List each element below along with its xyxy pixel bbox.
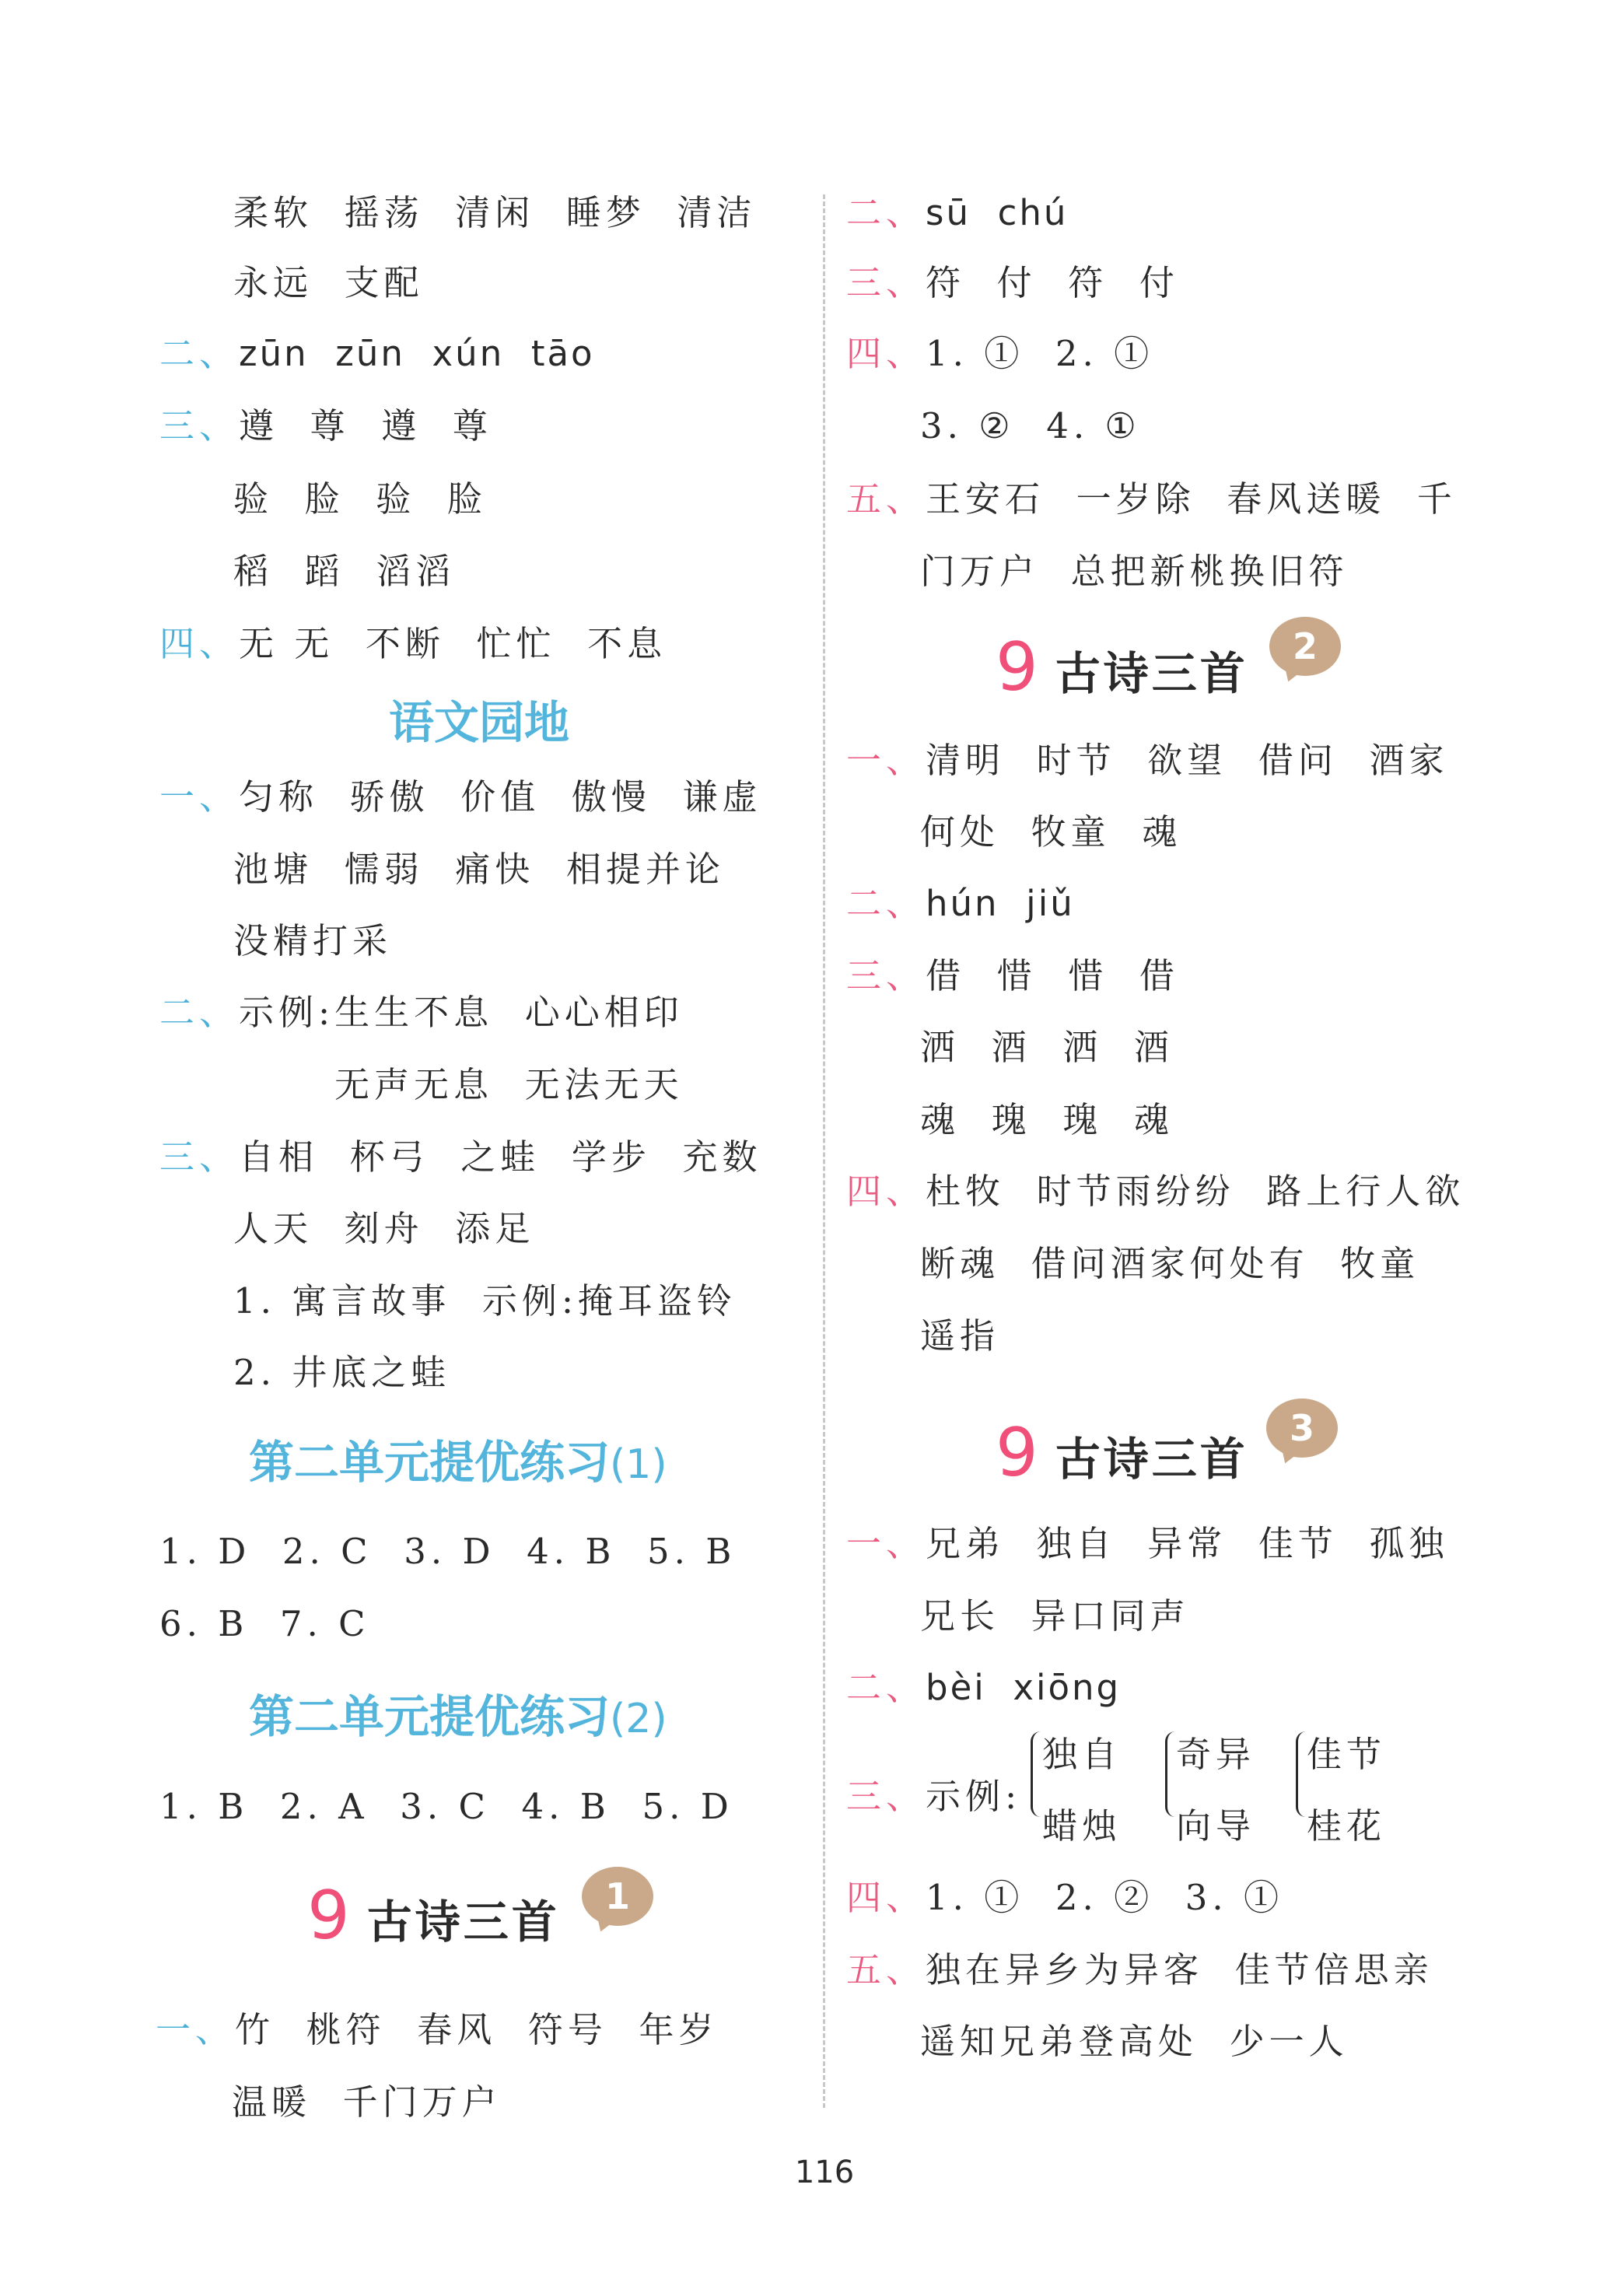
item-marker: 三、 xyxy=(159,405,240,446)
item-text: 1. ① 2. ① xyxy=(926,333,1154,374)
left-line-15: 1. 寓言故事 示例:掩耳盗铃 xyxy=(233,1280,737,1322)
right-item-l9c-5 xyxy=(846,1947,1433,1994)
item-marker: 一、 xyxy=(846,740,926,781)
right-item-l9c-1 xyxy=(846,1521,1448,1567)
item-text: 杜牧 时节雨纷纷 路上行人欲 xyxy=(926,1171,1465,1212)
pinyin-answer: sū chú xyxy=(926,192,1069,233)
right-line-4: 3. ② 4. ① xyxy=(920,405,1141,446)
heading-sub: (2) xyxy=(610,1696,667,1742)
left-item-yd-1 xyxy=(159,774,761,821)
right-line-6: 门万户 总把新桃换旧符 xyxy=(920,551,1349,592)
badge-number: 2 xyxy=(1269,617,1341,676)
right-item-l9b-1 xyxy=(846,737,1448,784)
item-marker: 五、 xyxy=(846,1949,926,1990)
lesson-title: 古诗三首 xyxy=(1055,647,1248,700)
item-text: 1. ① 2. ② 3. ① xyxy=(926,1877,1283,1918)
left-item-2 xyxy=(159,331,595,377)
pair-3-bottom: 桂花 xyxy=(1307,1805,1387,1847)
practice-badge xyxy=(1266,1399,1338,1461)
left-item-4 xyxy=(159,621,667,667)
heading-title: 第二单元提优练习 xyxy=(249,1436,611,1489)
right-line-14: 断魂 借问酒家何处有 牧童 xyxy=(920,1243,1420,1284)
item-marker: 二、 xyxy=(846,883,926,924)
left-line-17: 1. D 2. C 3. D 4. B 5. B xyxy=(159,1531,737,1572)
lesson-title: 古诗三首 xyxy=(366,1896,560,1948)
page-number: 116 xyxy=(794,2155,855,2190)
right-item-l9c-2 xyxy=(846,1665,1121,1711)
brace-3 xyxy=(1296,1731,1306,1817)
right-item-5 xyxy=(846,476,1457,523)
lesson-number: 9 xyxy=(996,628,1038,706)
left-line-2: 永远 支配 xyxy=(233,262,424,303)
right-item-l9b-3 xyxy=(846,953,1179,999)
item-marker: 二、 xyxy=(159,992,240,1033)
lesson-number: 9 xyxy=(996,1414,1038,1492)
practice-badge xyxy=(582,1867,653,1929)
right-line-15: 遥指 xyxy=(920,1315,1000,1357)
lesson-heading-3 xyxy=(996,1414,1248,1492)
left-item-3 xyxy=(159,403,492,450)
badge-number: 3 xyxy=(1266,1399,1338,1458)
column-divider xyxy=(823,194,825,2108)
section-heading-unit2-practice-2 xyxy=(249,1689,667,1746)
left-line-18: 6. B 7. C xyxy=(159,1603,370,1644)
lesson-heading-1 xyxy=(307,1877,560,1955)
item-text: 借 惜 惜 借 xyxy=(926,955,1179,996)
item-marker: 三、 xyxy=(846,262,926,303)
item-text: 独在异乡为异客 佳节倍思亲 xyxy=(926,1949,1433,1990)
left-line-9: 池塘 懦弱 痛快 相提并论 xyxy=(233,849,725,890)
item-marker: 二、 xyxy=(846,192,926,233)
right-line-22: 遥知兄弟登高处 少一人 xyxy=(920,2021,1349,2062)
item-marker: 四、 xyxy=(846,1877,926,1918)
right-item-l9b-2 xyxy=(846,880,1075,927)
item-marker: 一、 xyxy=(846,1523,926,1564)
item-marker: 四、 xyxy=(159,623,240,664)
item-marker: 二、 xyxy=(846,1667,926,1708)
item-marker: 五、 xyxy=(846,478,926,520)
item-text: 符 付 符 付 xyxy=(926,262,1179,303)
item-marker: 三、 xyxy=(846,1776,926,1817)
pair-3-top: 佳节 xyxy=(1307,1734,1387,1775)
right-item-2 xyxy=(846,190,1068,236)
item-marker: 一、 xyxy=(156,2009,236,2050)
item-marker: 四、 xyxy=(846,333,926,374)
item-text: 自相 杯弓 之蛙 学步 充数 xyxy=(239,1136,762,1178)
heading-sub: (1) xyxy=(610,1441,667,1488)
item-text: 兄弟 独自 异常 佳节 孤独 xyxy=(926,1523,1449,1564)
right-item-l9c-4 xyxy=(846,1875,1283,1921)
item-text: 清明 时节 欲望 借问 酒家 xyxy=(926,740,1449,781)
left-line-21: 温暖 千门万户 xyxy=(232,2081,502,2123)
pinyin-answer: hún jiǔ xyxy=(926,883,1075,924)
left-line-10: 没精打采 xyxy=(233,920,393,961)
item-marker: 二、 xyxy=(159,333,240,374)
right-item-3 xyxy=(846,260,1179,306)
item-marker: 四、 xyxy=(846,1171,926,1212)
item-marker: 一、 xyxy=(159,776,240,817)
item-text: 竹 桃符 春风 符号 年岁 xyxy=(235,2009,719,2050)
practice-badge xyxy=(1269,617,1341,679)
left-line-6: 稻 蹈 滔滔 xyxy=(233,551,456,592)
example-label: 示例: xyxy=(926,1776,1022,1817)
section-heading-unit2-practice-1 xyxy=(249,1435,667,1492)
brace-2 xyxy=(1165,1731,1175,1817)
left-line-16: 2. 井底之蛙 xyxy=(233,1352,451,1393)
right-item-4 xyxy=(846,331,1153,377)
lesson-number: 9 xyxy=(307,1877,350,1955)
pinyin-answer: zūn zūn xún tāo xyxy=(239,333,595,374)
right-line-8: 何处 牧童 魂 xyxy=(920,811,1182,852)
left-line-12: 无声无息 无法无天 xyxy=(334,1064,684,1105)
pair-2-top: 奇异 xyxy=(1176,1734,1256,1775)
right-item-l9c-3 xyxy=(846,1773,1021,1820)
item-text: 无 无 不断 忙忙 不息 xyxy=(239,623,667,664)
left-item-l9-1 xyxy=(156,2007,718,2053)
item-text: 匀称 骄傲 价值 傲慢 谦虚 xyxy=(239,776,762,817)
item-text: 示例:生生不息 心心相印 xyxy=(239,992,684,1033)
left-item-yd-3 xyxy=(159,1134,761,1181)
left-line-19: 1. B 2. A 3. C 4. B 5. D xyxy=(159,1786,733,1827)
pair-2-bottom: 向导 xyxy=(1176,1805,1256,1847)
right-line-17: 兄长 异口同声 xyxy=(920,1595,1190,1637)
item-text: 遵 尊 遵 尊 xyxy=(239,405,492,446)
right-line-12: 魂 瑰 瑰 魂 xyxy=(920,1099,1174,1140)
brace-1 xyxy=(1031,1731,1041,1817)
lesson-title: 古诗三首 xyxy=(1055,1433,1248,1486)
pinyin-answer: bèi xiōng xyxy=(926,1667,1122,1708)
item-text: 王安石 一岁除 春风送暖 千 xyxy=(926,478,1457,520)
right-line-11: 洒 酒 洒 酒 xyxy=(920,1027,1174,1068)
item-marker: 三、 xyxy=(159,1136,240,1178)
right-item-l9b-4 xyxy=(846,1168,1465,1215)
left-line-1: 柔软 摇荡 清闲 睡梦 清洁 xyxy=(233,192,757,233)
pair-1-top: 独自 xyxy=(1042,1734,1122,1775)
section-heading-yuwen-yuandi: 语文园地 xyxy=(389,696,570,749)
heading-title: 第二单元提优练习 xyxy=(249,1690,611,1743)
left-line-14: 人天 刻舟 添足 xyxy=(233,1208,535,1249)
item-marker: 三、 xyxy=(846,955,926,996)
lesson-heading-2 xyxy=(996,628,1248,706)
left-line-5: 验 脸 验 脸 xyxy=(233,478,487,520)
left-item-yd-2 xyxy=(159,989,684,1036)
pair-1-bottom: 蜡烛 xyxy=(1042,1805,1122,1847)
badge-number: 1 xyxy=(582,1867,653,1926)
